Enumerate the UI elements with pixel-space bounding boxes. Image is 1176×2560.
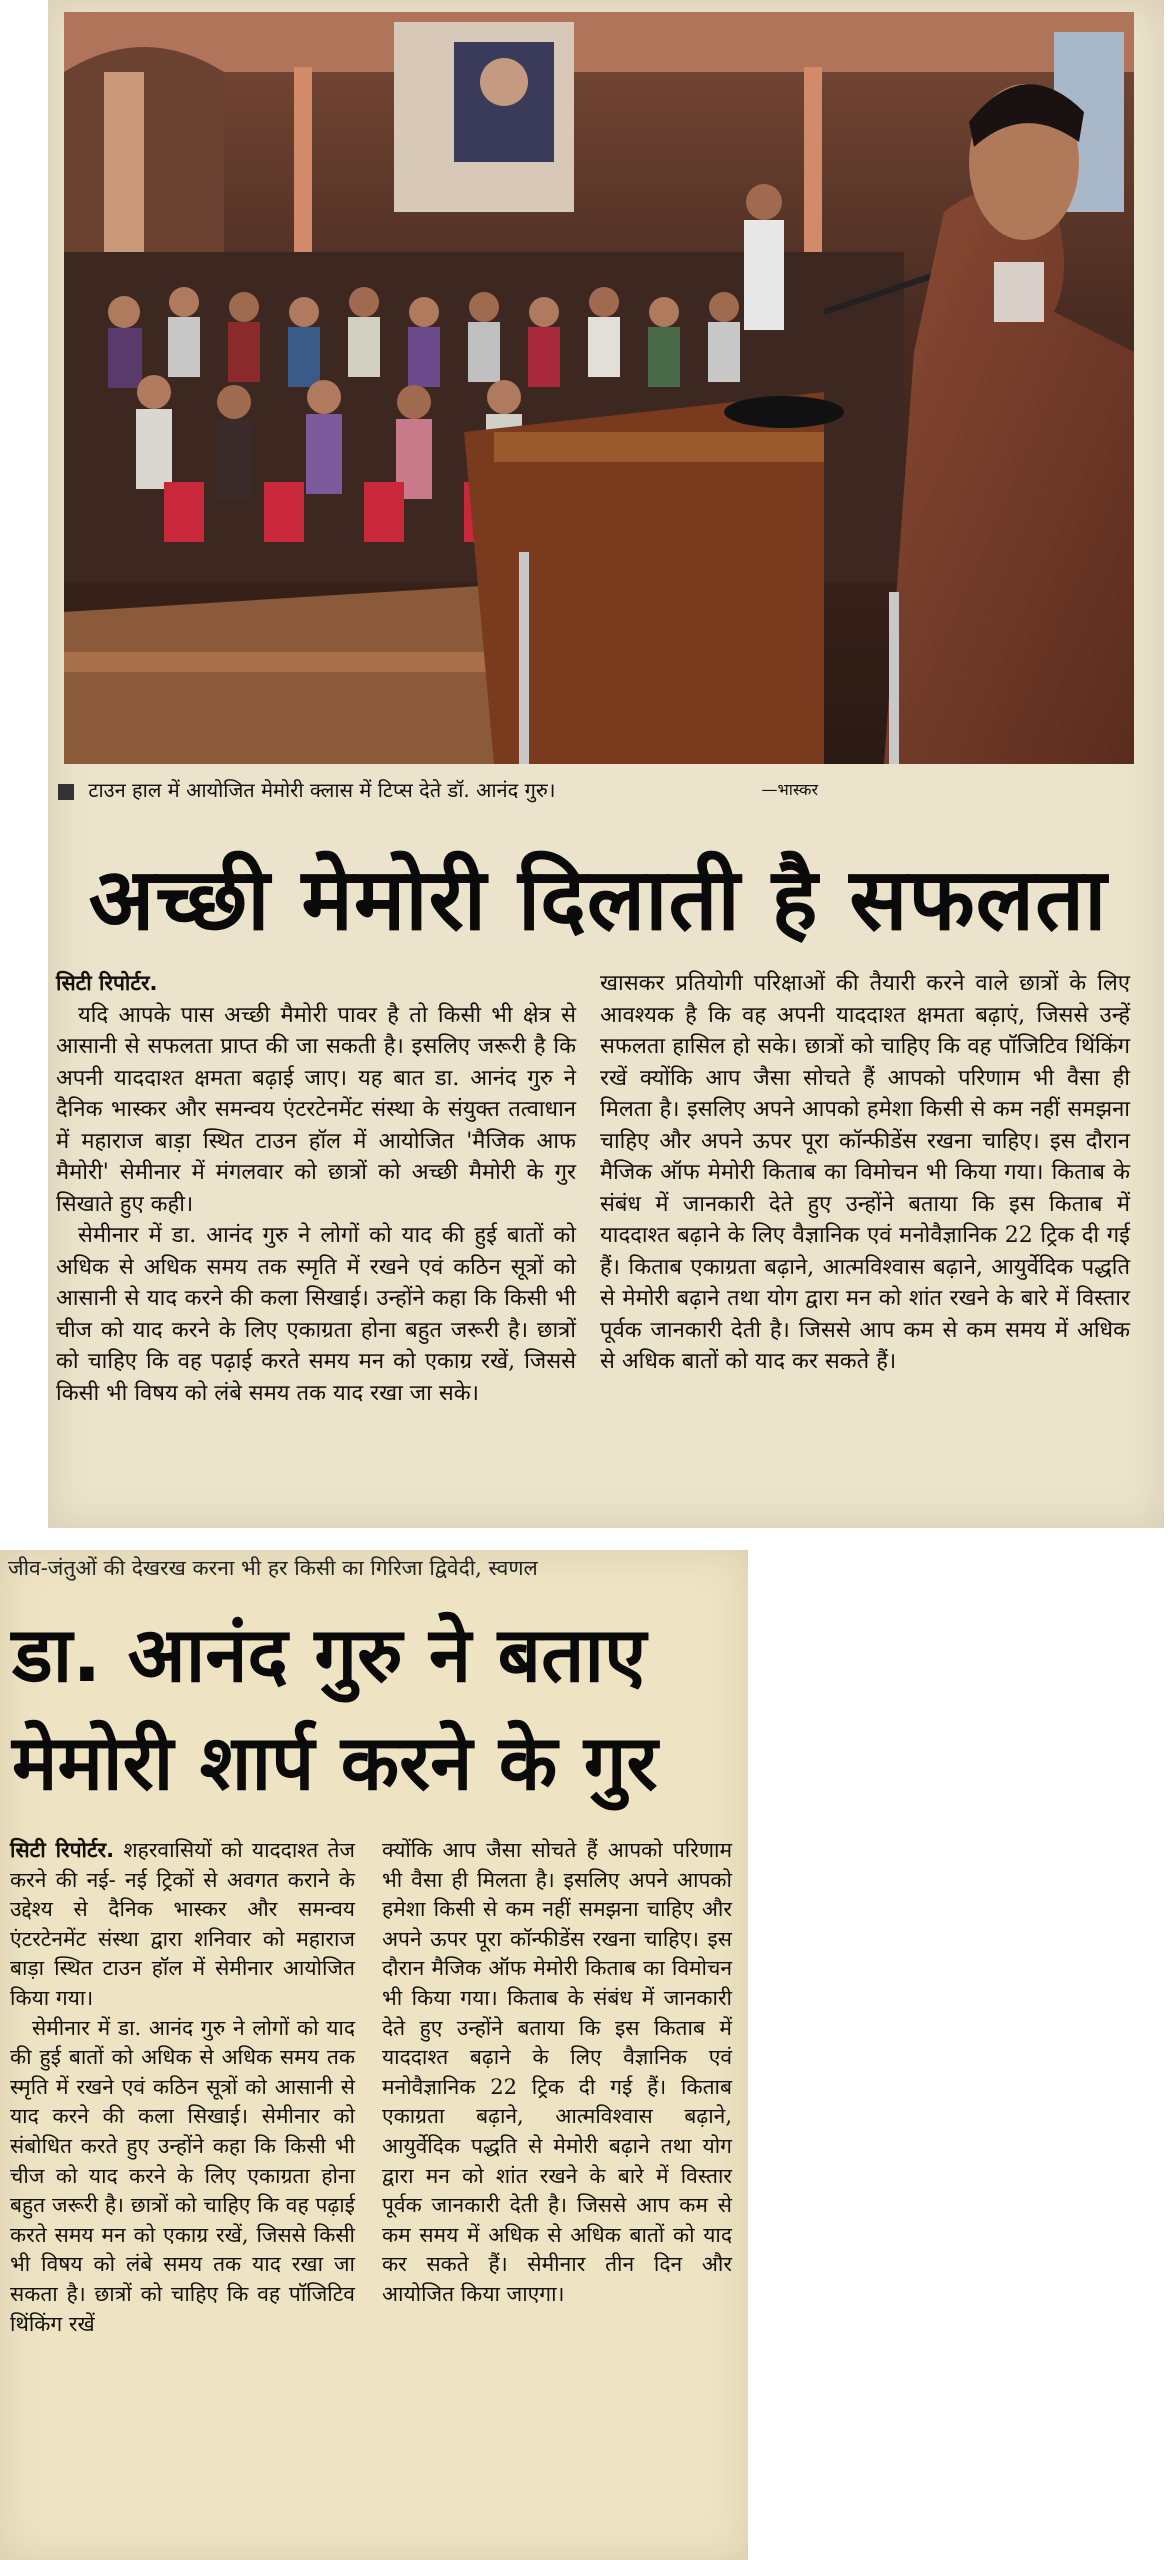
article1-byline: सिटी रिपोर्टर. bbox=[56, 971, 158, 995]
article2-paragraph-text: शहरवासियों को याददाश्त तेज करने की नई- नई ट्रिकों से अवगत कराने के उद्देश्य से दैनिक भास्कर और समन्वय एंटरटेनमेंट संस्था द्वारा शनिवार को महाराज बाड़ा स्थित टाउन हॉल में सेमीनार आयोजित किया गया। bbox=[10, 1838, 355, 2010]
article1-paragraph: सेमीनार में डा. आनंद गुरु ने लोगों को याद की हुई बातों को अधिक से अधिक समय तक स्मृति में रखने एवं कठिन सूत्रों को आसानी से याद करने की कला सिखाई। उन्होंने कहा कि किसी भी चीज को याद करने के लिए एकाग्रता होना बहुत जरूरी है। छात्रों को चाहिए कि वह पढ़ाई करते समय मन को एकाग्र रखें, जिससे किसी भी विषय को लंबे समय तक याद रखा जा सके। bbox=[56, 1223, 576, 1406]
article2-top-line: जीव-जंतुओं की देखरख करना भी हर किसी का गिरिजा द्विवेदी, स्वणल bbox=[8, 1556, 538, 1580]
article2-paragraph bbox=[10, 1836, 355, 2014]
article2-column-1 bbox=[10, 1836, 355, 2556]
article2-paragraph: क्योंकि आप जैसा सोचते हैं आपको परिणाम भी वैसा ही मिलता है। इसलिए अपने आपको हमेशा किसी से कम नहीं समझना चाहिए और अपने ऊपर पूरा कॉन्फीडेंस रखना चाहिए। इस दौरान मैजिक ऑफ मेमोरी किताब का विमोचन भी किया गया। किताब के संबंध में जानकारी देते हुए उन्होंने बताया कि इस किताब में याददाश्त बढ़ाने के लिए वैज्ञानिक एवं मनोवैज्ञानिक 22 ट्रिक दी गई हैं। किताब एकाग्रता बढ़ाने, आत्मविश्वास बढ़ाने, आयुर्वेदिक पद्धति से मेमोरी बढ़ाने तथा योग द्वारा मन को शांत रखने के बारे में विस्तार पूर्वक जानकारी देती है। जिससे आप कम से कम समय में अधिक से अधिक बातों को याद कर सकते हैं। सेमीनार तीन दिन और आयोजित किया जाएगा। bbox=[382, 1838, 732, 2306]
article1-column-1 bbox=[56, 968, 576, 1528]
article2-paragraph: सेमीनार में डा. आनंद गुरु ने लोगों को याद की हुई बातों को अधिक से अधिक समय तक स्मृति में रखने एवं कठिन सूत्रों को आसानी से याद करने की कला सिखाई। सेमीनार को संबोधित करते हुए उन्होंने कहा कि किसी भी चीज को याद करने के लिए एकाग्रता होना बहुत जरूरी है। छात्रों को चाहिए कि वह पढ़ाई करते समय मन को एकाग्र रखें, जिससे किसी भी विषय को लंबे समय तक याद रखा जा सकता है। छात्रों को चाहिए कि वह पॉजिटिव थिंकिंग रखें bbox=[10, 2015, 355, 2336]
article1-column-2 bbox=[600, 968, 1130, 1528]
seminar-photo bbox=[64, 12, 1134, 764]
article1-paragraph: यदि आपके पास अच्छी मैमोरी पावर है तो किसी भी क्षेत्र से आसानी से सफलता प्राप्त की जा सकती है। इसलिए जरूरी है कि अपनी याददाश्त क्षमता बढ़ाई जाए। यह बात डा. आनंद गुरु ने दैनिक भास्कर और समन्वय एंटरटेनमेंट संस्था के संयुक्त तत्वाधान में महाराज बाड़ा स्थित टाउन हॉल में आयोजित 'मैजिक आफ मैमोरी' सेमीनार में मंगलवार को छात्रों को अच्छी मैमोरी के गुर सिखाते हुए कही। bbox=[56, 1002, 576, 1217]
article2-headline-line-1: डा. आनंद गुरु ने बताए bbox=[12, 1610, 647, 1699]
article2-column-2 bbox=[382, 1836, 732, 2556]
photo-caption: टाउन हाल में आयोजित मेमोरी क्लास में टिप्स देते डॉ. आनंद गुरु। bbox=[88, 778, 556, 802]
article2-byline: सिटी रिपोर्टर. bbox=[10, 1838, 115, 1862]
photo-caption-row bbox=[58, 770, 1138, 810]
article2-headline-line-2: मेमोरी शार्प करने के गुर bbox=[12, 1718, 658, 1807]
article1-headline: अच्छी मेमोरी दिलाती है सफलता bbox=[88, 850, 1108, 950]
caption-bullet-icon bbox=[58, 784, 74, 800]
article1-paragraph: खासकर प्रतियोगी परिक्षाओं की तैयारी करने वाले छात्रों के लिए आवश्यक है कि वह अपनी याददाश्त क्षमता बढ़ाएं, जिससे उन्हें सफलता हासिल हो सके। छात्रों को चाहिए कि वह पॉजिटिव थिंकिंग रखें क्योंकि आप जैसा सोचते हैं आपको परिणाम भी वैसा ही मिलता है। इसलिए अपने आपको हमेशा किसी से कम नहीं समझना चाहिए और अपने ऊपर पूरा कॉन्फीडेंस रखना चाहिए। इस दौरान मैजिक ऑफ मेमोरी किताब का विमोचन भी किया गया। किताब के संबंध में जानकारी देते हुए उन्होंने बताया कि इस किताब में याददाश्त बढ़ाने के लिए वैज्ञानिक एवं मनोवैज्ञानिक 22 ट्रिक दी गई हैं। किताब एकाग्रता बढ़ाने, आत्मविश्वास बढ़ाने, आयुर्वेदिक पद्धति से मेमोरी बढ़ाने तथा योग द्वारा मन को शांत रखने के बारे में विस्तार पूर्वक जानकारी देती है। जिससे आप कम से कम समय में अधिक से अधिक बातों को याद कर सकते हैं। bbox=[600, 971, 1130, 1374]
seminar-photo-illustration bbox=[64, 12, 1134, 764]
photo-credit: —भास्कर bbox=[761, 780, 818, 799]
